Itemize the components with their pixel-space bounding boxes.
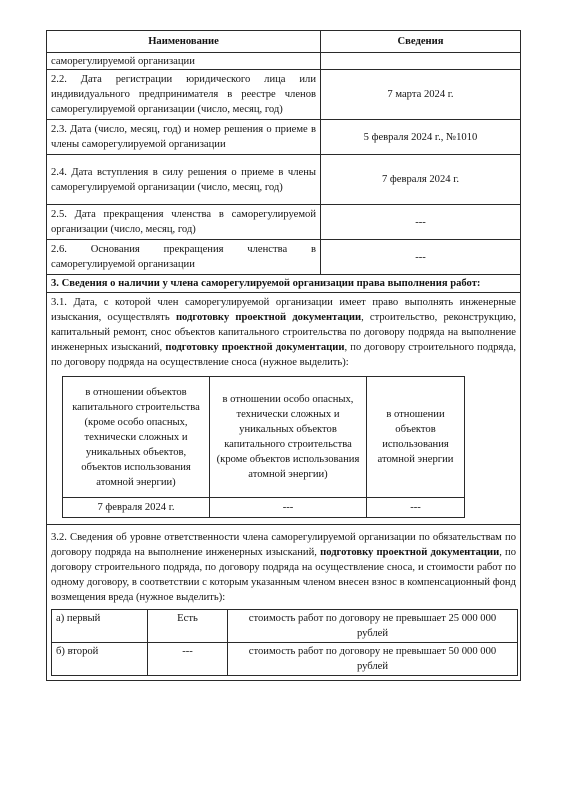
p2-bold-1: подготовку проектной документации	[320, 547, 500, 558]
rights-value-1: 7 февраля 2024 г.	[63, 498, 210, 518]
p1-bold-1: подготовку проектной документации	[175, 312, 362, 323]
table-row	[47, 120, 521, 155]
row-name: 2.6. Основания прекращения членства в саморегулируемой организации	[47, 240, 321, 275]
row-value: 7 марта 2024 г.	[321, 70, 521, 120]
rights-value-2: ---	[210, 498, 367, 518]
level-mark: ---	[148, 643, 228, 676]
level-desc: стоимость работ по договору не превышает 50 000 000 рублей	[228, 643, 518, 676]
row-name: 2.4. Дата вступления в силу решения о приеме в члены саморегулируемой организации (число, месяц, год)	[47, 155, 321, 205]
row-value: 5 февраля 2024 г., №1010	[321, 120, 521, 155]
table-row	[47, 53, 521, 70]
level-row	[52, 610, 518, 643]
p1-bold-2: подготовку проектной документации	[165, 342, 345, 353]
row-value: ---	[321, 205, 521, 240]
info-table	[46, 30, 521, 681]
section3-title-row	[47, 275, 521, 293]
section3-1-row	[47, 293, 521, 525]
level-label: б) второй	[52, 643, 148, 676]
table-row	[47, 240, 521, 275]
rights-header-3: в отношении объектов использования атомной энергии	[367, 377, 465, 498]
p1-text-a: 3.1. Дата, с которой член саморегулируемой организации имеет право выполнять инженерные изыскания, осуществлять	[51, 297, 516, 323]
rights-value-row	[63, 498, 465, 518]
row-name: 2.5. Дата прекращения членства в саморегулируемой организации (число, месяц, год)	[47, 205, 321, 240]
levels-table	[51, 609, 518, 676]
row-value	[321, 53, 521, 70]
table-row	[47, 205, 521, 240]
rights-table	[62, 376, 465, 518]
level-label: а) первый	[52, 610, 148, 643]
section3-1-paragraph	[51, 293, 516, 372]
rights-header-row	[63, 377, 465, 498]
section3-title: 3. Сведения о наличии у члена саморегулируемой организации права выполнения работ:	[47, 275, 521, 293]
rights-value-3: ---	[367, 498, 465, 518]
rights-header-2: в отношении особо опасных, технически сложных и уникальных объектов капитального строительства (кроме объектов использования атомной энергии)	[210, 377, 367, 498]
row-name: саморегулируемой организации	[47, 53, 321, 70]
row-name: 2.3. Дата (число, месяц, год) и номер решения о приеме в члены саморегулируемой организации	[47, 120, 321, 155]
row-value: ---	[321, 240, 521, 275]
rights-header-1: в отношении объектов капитального строительства (кроме особо опасных, технически сложных и уникальных объектов, объектов использования атомной энергии)	[63, 377, 210, 498]
level-mark: Есть	[148, 610, 228, 643]
table-row	[47, 70, 521, 120]
level-desc: стоимость работ по договору не превышает 25 000 000 рублей	[228, 610, 518, 643]
section3-2-cell	[47, 525, 521, 681]
row-name: 2.2. Дата регистрации юридического лица или индивидуального предпринимателя в реестре членов саморегулируемой организации (число, месяц, год)	[47, 70, 321, 120]
section3-2-row	[47, 525, 521, 681]
header-info: Сведения	[321, 31, 521, 53]
row-value: 7 февраля 2024 г.	[321, 155, 521, 205]
header-name: Наименование	[47, 31, 321, 53]
section3-1-cell	[47, 293, 521, 525]
p1-text-d: , по договору строительного подряда, по договору подряда на осуществление сноса (нужное выделить):	[51, 342, 517, 368]
p1-text-c: , строительство, реконструкцию, капитальный ремонт, снос объектов капитального строительства по договору подряда на выполнение инженерных изысканий,	[51, 312, 516, 353]
p2-text-a: 3.2. Сведения об уровне ответственности члена саморегулируемой организации по обязательствам по договору подряда на выполнение инженерных изысканий,	[51, 532, 516, 558]
p2-text-c: , по договору строительного подряда, по договору подряда на осуществление сноса, и стоимости работ по одному договору, в соответствии с которым указанным членом внесен взнос в компенсационный фонд возмещения вреда (нужное выделить):	[51, 547, 516, 603]
table-header-row	[47, 31, 521, 53]
level-row	[52, 643, 518, 676]
section3-2-paragraph	[51, 525, 516, 607]
table-row	[47, 155, 521, 205]
